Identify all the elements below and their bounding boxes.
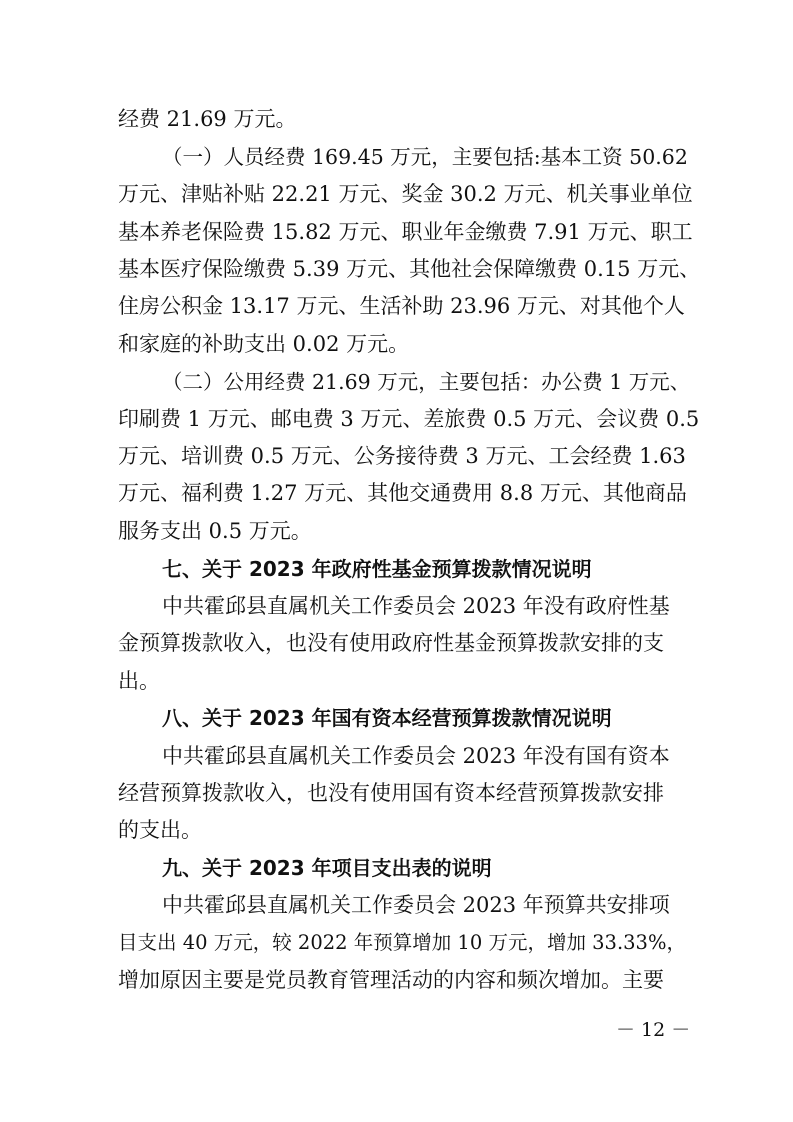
- text-line: 经营预算拨款收入，也没有使用国有资本经营预算拨款安排: [118, 781, 664, 805]
- text-line: （二）公用经费 21.69 万元，主要包括：办公费 1 万元、: [162, 370, 691, 394]
- text-line: 万元、津贴补贴 22.21 万元、奖金 30.2 万元、机关事业单位: [118, 182, 693, 206]
- section-heading: 九、关于 2023 年项目支出表的说明: [162, 856, 492, 880]
- text-line: 服务支出 0.5 万元。: [118, 519, 312, 543]
- text-line: （一）人员经费 169.45 万元，主要包括:基本工资 50.62: [162, 145, 688, 169]
- text-line: 出。: [118, 669, 160, 693]
- text-line: 中共霍邱县直属机关工作委员会 2023 年没有国有资本: [162, 744, 670, 768]
- text-line: 中共霍邱县直属机关工作委员会 2023 年预算共安排项: [162, 893, 670, 917]
- text-line: 增加原因主要是党员教育管理活动的内容和频次增加。主要: [118, 968, 664, 992]
- text-line: 和家庭的补助支出 0.02 万元。: [118, 332, 410, 356]
- text-line: 金预算拨款收入，也没有使用政府性基金预算拨款安排的支: [118, 631, 664, 655]
- text-line: 中共霍邱县直属机关工作委员会 2023 年没有政府性基: [162, 594, 670, 618]
- text-line: 的支出。: [118, 818, 202, 842]
- text-line: 基本医疗保险缴费 5.39 万元、其他社会保障缴费 0.15 万元、: [118, 257, 701, 281]
- text-line: 住房公积金 13.17 万元、生活补助 23.96 万元、对其他个人: [118, 294, 685, 318]
- section-heading: 七、关于 2023 年政府性基金预算拨款情况说明: [162, 557, 592, 581]
- section-heading: 八、关于 2023 年国有资本经营预算拨款情况说明: [162, 706, 612, 730]
- text-line: 基本养老保险费 15.82 万元、职业年金缴费 7.91 万元、职工: [118, 220, 693, 244]
- text-line: 经费 21.69 万元。: [118, 107, 297, 131]
- text-line: 目支出 40 万元，较 2022 年预算增加 10 万元，增加 33.33%，: [118, 931, 686, 954]
- text-line: 万元、福利费 1.27 万元、其他交通费用 8.8 万元、其他商品: [118, 481, 687, 505]
- text-line: 印刷费 1 万元、邮电费 3 万元、差旅费 0.5 万元、会议费 0.5: [118, 407, 700, 431]
- page-number: － 12 －: [616, 1019, 691, 1041]
- text-line: 万元、培训费 0.5 万元、公务接待费 3 万元、工会经费 1.63: [118, 444, 686, 468]
